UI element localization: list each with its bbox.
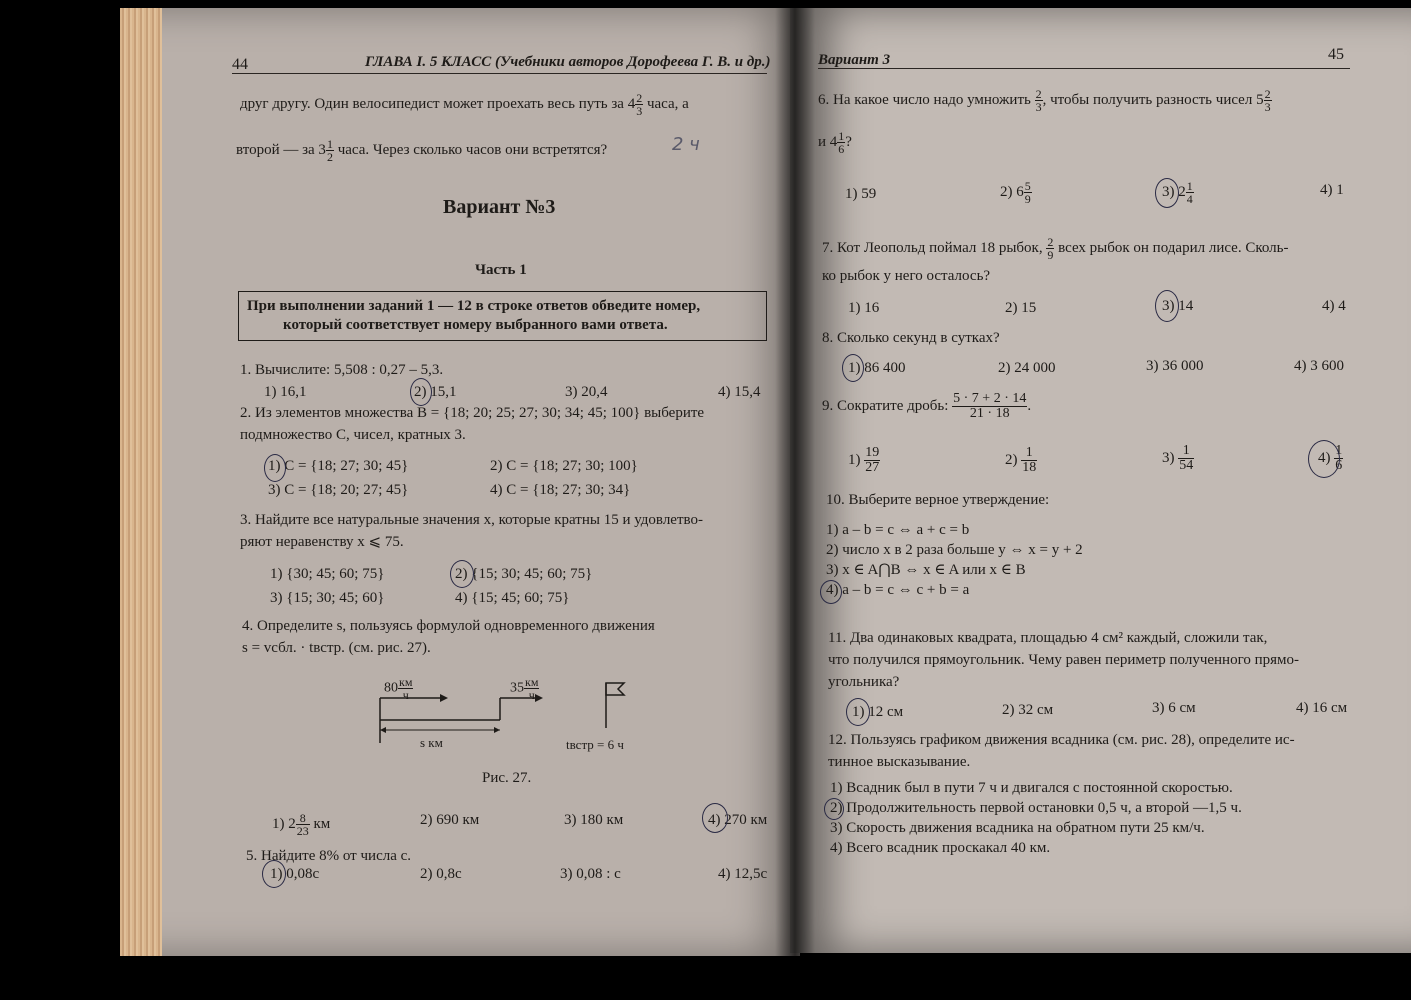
q9-option-2[interactable]: 2) $\frac{1}{18}$ [1005,445,1037,475]
q8-option-2[interactable]: 2) 24 000 [998,360,1056,376]
q11-option-4[interactable]: 4) 16 см [1296,700,1348,716]
prev-task-line1: друг другу. Один велосипедист может проехать весь путь за 4 $\frac{2}{3}$ часа, а [240,91,689,118]
q10-option-4[interactable]: 4) a – b = c ⇔ c + b = a [826,582,970,598]
q11-option-2[interactable]: 2) 32 см [1002,702,1054,718]
q1-option-4[interactable]: 4) 15,4 [718,384,761,400]
q11-line2: что получился прямоугольник. Чему равен периметр полученного прямо- [828,652,1300,668]
instruction-line1: При выполнении заданий 1 — 12 в строке ответов обведите номер, [247,298,701,314]
part-title: Часть 1 [475,262,527,278]
q12-option-1[interactable]: 1) Всадник был в пути 7 ч и двигался с постоянной скоростью. [830,780,1233,796]
answer-circle [1155,290,1179,322]
header-rule-right [818,68,1350,69]
page-number-right: 45 [1328,46,1344,63]
q11-line3: угольника? [828,674,900,690]
q1-option-3[interactable]: 3) 20,4 [565,384,608,400]
q4-option-4[interactable]: 4) 270 км [708,812,768,828]
q5-option-2[interactable]: 2) 0,8c [420,866,462,882]
answer-circle [264,454,286,482]
q7-option-3[interactable]: 3) 14 [1162,298,1194,314]
q5-option-4[interactable]: 4) 12,5c [718,866,768,882]
time-label: tвстр = 6 ч [566,737,624,752]
q3-option-1[interactable]: 1) {30; 45; 60; 75} [270,566,385,582]
q5-option-1[interactable]: 1) 0,08c [270,866,320,882]
q2-option-1[interactable]: 1) C = {18; 27; 30; 45} [268,458,409,474]
q10-text: 10. Выберите верное утверждение: [826,492,1050,508]
q2-line2: подмножество C, чисел, кратных 3. [240,427,466,443]
q10-option-2[interactable]: 2) число x в 2 раза больше y ⇔ x = y + 2 [826,542,1083,558]
answer-circle [262,860,286,888]
q10-option-1[interactable]: 1) a – b = c ⇔ a + c = b [826,522,970,538]
q8-option-3[interactable]: 3) 36 000 [1146,358,1204,374]
page-edges [120,8,162,956]
answer-circle [1308,440,1340,478]
answer-circle [450,560,474,588]
q6-option-1[interactable]: 1) 59 [845,186,877,202]
q7-line1: 7. Кот Леопольд поймал 18 рыбок, $\frac{2}{9}$ всех рыбок он подарил лисе. Сколь- [822,235,1289,262]
answer-circle [820,580,842,604]
q5-option-3[interactable]: 3) 0,08 : c [560,866,621,882]
q5-text: 5. Найдите 8% от числа c. [246,848,412,864]
q11-line1: 11. Два одинаковых квадрата, площадью 4 см² каждый, сложили так, [828,630,1268,646]
q9-option-4[interactable]: 4) $\frac{1}{6}$ [1318,443,1343,473]
q10-option-3[interactable]: 3) x ∈ A⋂B ⇔ x ∈ A или x ∈ B [826,562,1026,578]
variant-title: Вариант №3 [443,196,556,218]
speed-1: 80 $\frac{км}{ч}$ [384,675,413,702]
q3-line1: 3. Найдите все натуральные значения x, которые кратны 15 и удовлетво- [240,512,703,528]
q11-option-1[interactable]: 1) 12 см [852,704,904,720]
q3-option-3[interactable]: 3) {15; 30; 45; 60} [270,590,385,606]
q2-option-4[interactable]: 4) C = {18; 27; 30; 34} [490,482,631,498]
q8-option-4[interactable]: 4) 3 600 [1294,358,1344,374]
q6-option-4[interactable]: 4) 1 [1320,182,1344,198]
q8-text: 8. Сколько секунд в сутках? [822,330,1000,346]
q1-option-2[interactable]: 2) 15,1 [414,384,457,400]
q2-line1: 2. Из элементов множества B = {18; 20; 25; 27; 30; 34; 45; 100} выберите [240,405,705,421]
answer-circle [1155,178,1179,208]
book-gutter [775,0,815,1000]
q1-text: 1. Вычислите: 5,508 : 0,27 – 5,3. [240,362,444,378]
q12-option-2[interactable]: 2) Продолжительность первой остановки 0,5 ч, а второй —1,5 ч. [830,800,1242,816]
q8-option-1[interactable]: 1) 86 400 [848,360,906,376]
handwritten-answer: 2 ч [672,134,700,155]
answer-circle [842,354,864,382]
q4-option-1[interactable]: 1) 2 $\frac{8}{23}$ км [272,811,331,838]
q12-option-3[interactable]: 3) Скорость движения всадника на обратном пути 25 км/ч. [830,820,1205,836]
distance-label: s км [420,735,443,750]
q12-option-4[interactable]: 4) Всего всадник проскакал 40 км. [830,840,1051,856]
q4-option-3[interactable]: 3) 180 км [564,812,624,828]
instruction-line2: который соответствует номеру выбранного вами ответа. [283,317,668,333]
q9-option-3[interactable]: 3) $\frac{1}{54}$ [1162,443,1194,473]
answer-circle [824,798,844,820]
q12-line2: тинное высказывание. [828,754,971,770]
q6-line2: и 4 $\frac{1}{6}$ ? [818,129,852,156]
q3-option-2[interactable]: 2) {15; 30; 45; 60; 75} [455,566,593,582]
q3-line2: ряют неравенству x ⩽ 75. [240,534,404,550]
answer-circle [410,378,432,406]
answer-circle [846,698,870,726]
q1-option-1[interactable]: 1) 16,1 [264,384,307,400]
q12-line1: 12. Пользуясь графиком движения всадника (см. рис. 28), определите ис- [828,732,1295,748]
q2-option-2[interactable]: 2) C = {18; 27; 30; 100} [490,458,638,474]
q4-line2: s = vсбл. · tвстр. (см. рис. 27). [242,640,431,656]
figure-caption: Рис. 27. [482,770,532,786]
q4-option-2[interactable]: 2) 690 км [420,812,480,828]
header-rule-left [232,73,767,74]
q6-option-3[interactable]: 3) 2 $\frac{1}{4}$ [1162,179,1193,206]
running-header-left: ГЛАВА I. 5 КЛАСС (Учебники авторов Дорофеева Г. В. и др.) [365,54,771,70]
q3-option-4[interactable]: 4) {15; 45; 60; 75} [455,590,570,606]
q7-option-1[interactable]: 1) 16 [848,300,880,316]
q7-option-4[interactable]: 4) 4 [1322,298,1346,314]
q6-option-2[interactable]: 2) 6 $\frac{5}{9}$ [1000,179,1031,206]
page-number-left: 44 [232,56,248,73]
q2-option-3[interactable]: 3) C = {18; 20; 27; 45} [268,482,409,498]
answer-circle [702,803,728,833]
q6-line1: 6. На какое число надо умножить $\frac{2}{3}$ , чтобы получить разность чисел 5 $\frac{2}{3}$ [818,87,1271,114]
q9-text: 9. Сократите дробь: $\frac{5 \cdot 7 + 2 \cdot 14}{21 \cdot 18}$ . [822,391,1032,421]
q7-line2: ко рыбок у него осталось? [822,268,991,284]
q4-line1: 4. Определите s, пользуясь формулой одновременного движения [242,618,655,634]
speed-2: 35 $\frac{км}{ч}$ [510,675,539,702]
q7-option-2[interactable]: 2) 15 [1005,300,1037,316]
q11-option-3[interactable]: 3) 6 см [1152,700,1196,716]
q9-option-1[interactable]: 1) $\frac{19}{27}$ [848,445,880,475]
prev-task-line2: второй — за 3 $\frac{1}{2}$ часа. Через сколько часов они встретятся? [236,137,608,164]
running-header-right: Вариант 3 [818,52,891,68]
